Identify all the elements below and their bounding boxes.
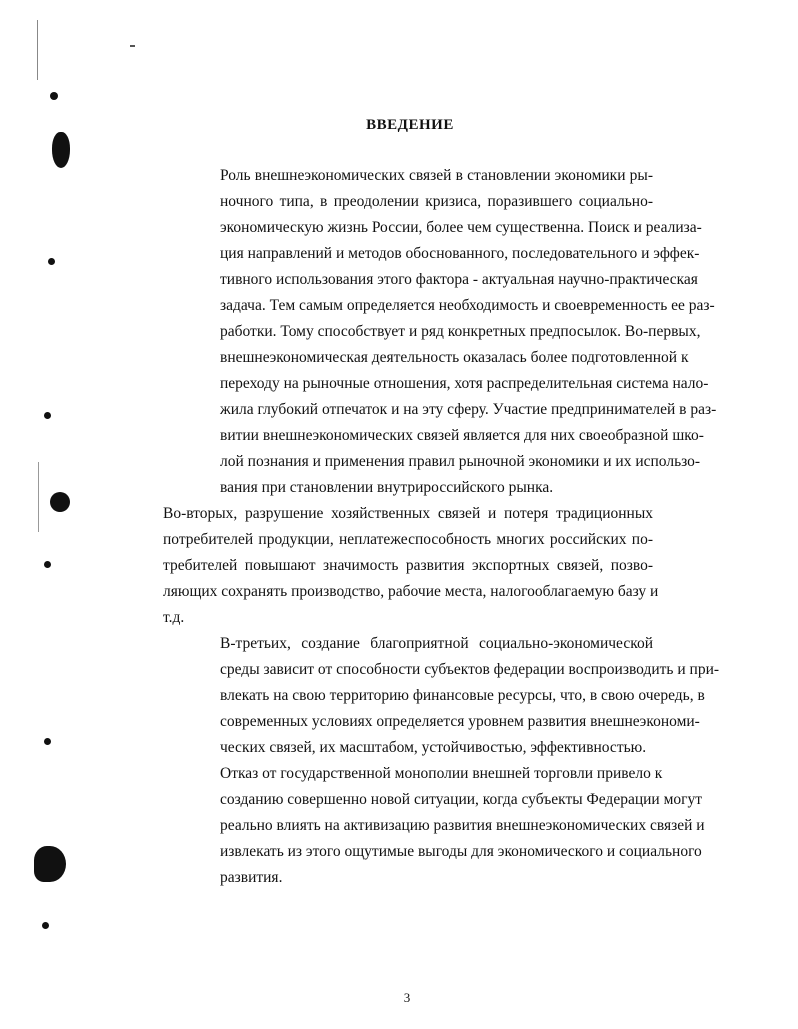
text-line: вания при становлении внутрироссийского рынка.	[220, 479, 554, 496]
text-line: Роль внешнеэкономических связей в становлении экономики ры-	[220, 167, 653, 184]
page-title: ВВЕДЕНИЕ	[366, 117, 454, 133]
text-line: т.д.	[163, 609, 185, 626]
body-text	[163, 163, 720, 891]
text-line: влекать на свою территорию финансовые ресурсы, что, в свою очередь, в	[220, 687, 705, 704]
scan-hole-mark	[42, 922, 49, 929]
scan-hole-mark	[50, 92, 58, 100]
scan-hole-mark	[44, 561, 51, 568]
scan-hole-mark	[50, 492, 70, 512]
scan-margin-line	[37, 20, 38, 80]
text-line: тивного использования этого фактора - актуальная научно-практическая	[220, 271, 698, 288]
scan-hole-mark	[44, 412, 51, 419]
text-line: ляющих сохранять производство, рабочие места, налогооблагаемую базу и	[163, 583, 659, 600]
page-number: 3	[403, 990, 411, 1005]
text-line: развития.	[220, 869, 283, 886]
text-line: современных условиях определяется уровнем развития внешнеэкономи-	[220, 713, 700, 730]
text-line: лой познания и применения правил рыночной экономики и их использо-	[220, 453, 701, 470]
scan-speck	[130, 45, 135, 47]
text-line: внешнеэкономическая деятельность оказалась более подготовленной к	[220, 349, 689, 366]
paragraph-1	[163, 163, 717, 501]
text-line: работки. Тому способствует и ряд конкретных предпосылок. Во-первых,	[220, 323, 701, 340]
text-line: В-третьих, создание благоприятной социально-экономической	[220, 635, 653, 652]
scan-hole-mark	[52, 132, 70, 168]
paragraph-4	[163, 761, 705, 891]
text-line: реально влиять на активизацию развития внешнеэкономических связей и	[220, 817, 705, 834]
text-line: Отказ от государственной монополии внешней торговли привело к	[220, 765, 663, 782]
text-line: созданию совершенно новой ситуации, когда субъекты Федерации могут	[220, 791, 703, 808]
text-line: среды зависит от способности субъектов федерации воспроизводить и при-	[220, 661, 720, 678]
text-line: требителей повышают значимость развития экспортных связей, позво-	[163, 557, 653, 574]
text-line: экономическую жизнь России, более чем существенна. Поиск и реализа-	[220, 219, 702, 236]
scan-hole-mark	[34, 846, 66, 882]
text-line: задача. Тем самым определяется необходимость и своевременность ее раз-	[220, 297, 715, 314]
text-line: извлекать из этого ощутимые выгоды для экономического и социального	[220, 843, 702, 860]
text-line: ческих связей, их масштабом, устойчивостью, эффективностью.	[220, 739, 647, 756]
text-line: потребителей продукции, неплатежеспособность многих российских по-	[163, 531, 653, 548]
text-line: жила глубокий отпечаток и на эту сферу. Участие предпринимателей в раз-	[220, 401, 717, 418]
text-line: переходу на рыночные отношения, хотя распределительная система нало-	[220, 375, 709, 392]
scan-margin-line	[38, 462, 39, 532]
text-line: витии внешнеэкономических связей является для них своеобразной шко-	[220, 427, 704, 444]
paragraph-3	[163, 631, 720, 761]
scan-hole-mark	[44, 738, 51, 745]
text-line: ция направлений и методов обоснованного, последовательного и эффек-	[220, 245, 700, 262]
text-line: ночного типа, в преодолении кризиса, поразившего социально-	[220, 193, 653, 210]
scan-hole-mark	[48, 258, 55, 265]
text-line: Во-вторых, разрушение хозяйственных связей и потеря традиционных	[163, 505, 653, 522]
paragraph-2	[163, 501, 659, 631]
